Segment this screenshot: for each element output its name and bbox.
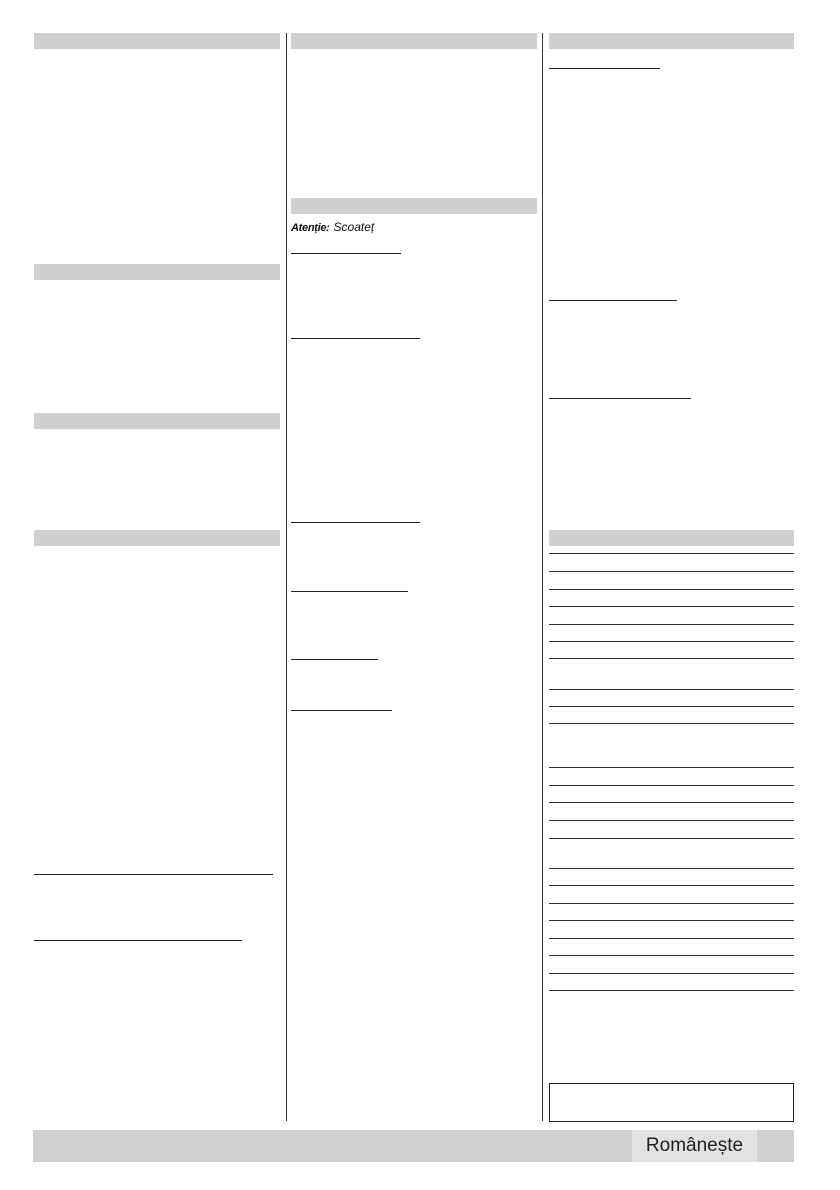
col2-section-header-2 [291,198,537,214]
col1-section-header-1 [34,33,280,49]
outlined-note-box [549,1083,794,1122]
col1-section-header-4 [34,530,280,546]
col2-subheading-underline-1 [291,253,401,254]
table-rule [549,868,794,869]
table-rule [549,553,794,554]
table-rule [549,723,794,724]
table-rule [549,571,794,572]
column-divider-1 [286,33,287,1121]
table-rule [549,973,794,974]
table-rule [549,920,794,921]
table-rule [549,802,794,803]
table-rule [549,641,794,642]
table-rule [549,589,794,590]
language-tab: Românește [632,1130,757,1162]
table-rule [549,706,794,707]
column-divider-2 [542,33,543,1121]
col2-subheading-underline-6 [291,710,392,711]
col3-subheading-underline-1 [549,68,660,69]
table-rule [549,938,794,939]
table-rule [549,689,794,690]
col2-section-header-1 [291,33,537,49]
table-rule [549,624,794,625]
col2-subheading-underline-4 [291,591,408,592]
col2-subheading-underline-5 [291,659,378,660]
table-rule [549,838,794,839]
col1-section-header-3 [34,413,280,429]
table-rule [549,658,794,659]
table-rule [549,955,794,956]
table-rule [549,885,794,886]
col3-section-header-2 [549,530,794,546]
col1-subheading-underline-2 [34,940,242,941]
col2-subheading-underline-3 [291,522,420,523]
col1-section-header-2 [34,264,280,280]
notice-line [291,220,374,234]
col3-subheading-underline-3 [549,398,691,399]
col3-subheading-underline-2 [549,300,677,301]
notice-label: Atenție: [291,222,330,234]
table-rule [549,606,794,607]
table-rule [549,820,794,821]
table-rule [549,990,794,991]
table-rule [549,903,794,904]
col1-subheading-underline-1 [34,874,273,875]
table-rule [549,785,794,786]
notice-text: Scoateț [333,220,375,234]
table-rule [549,767,794,768]
col3-section-header-1 [549,33,794,49]
col2-subheading-underline-2 [291,338,420,339]
